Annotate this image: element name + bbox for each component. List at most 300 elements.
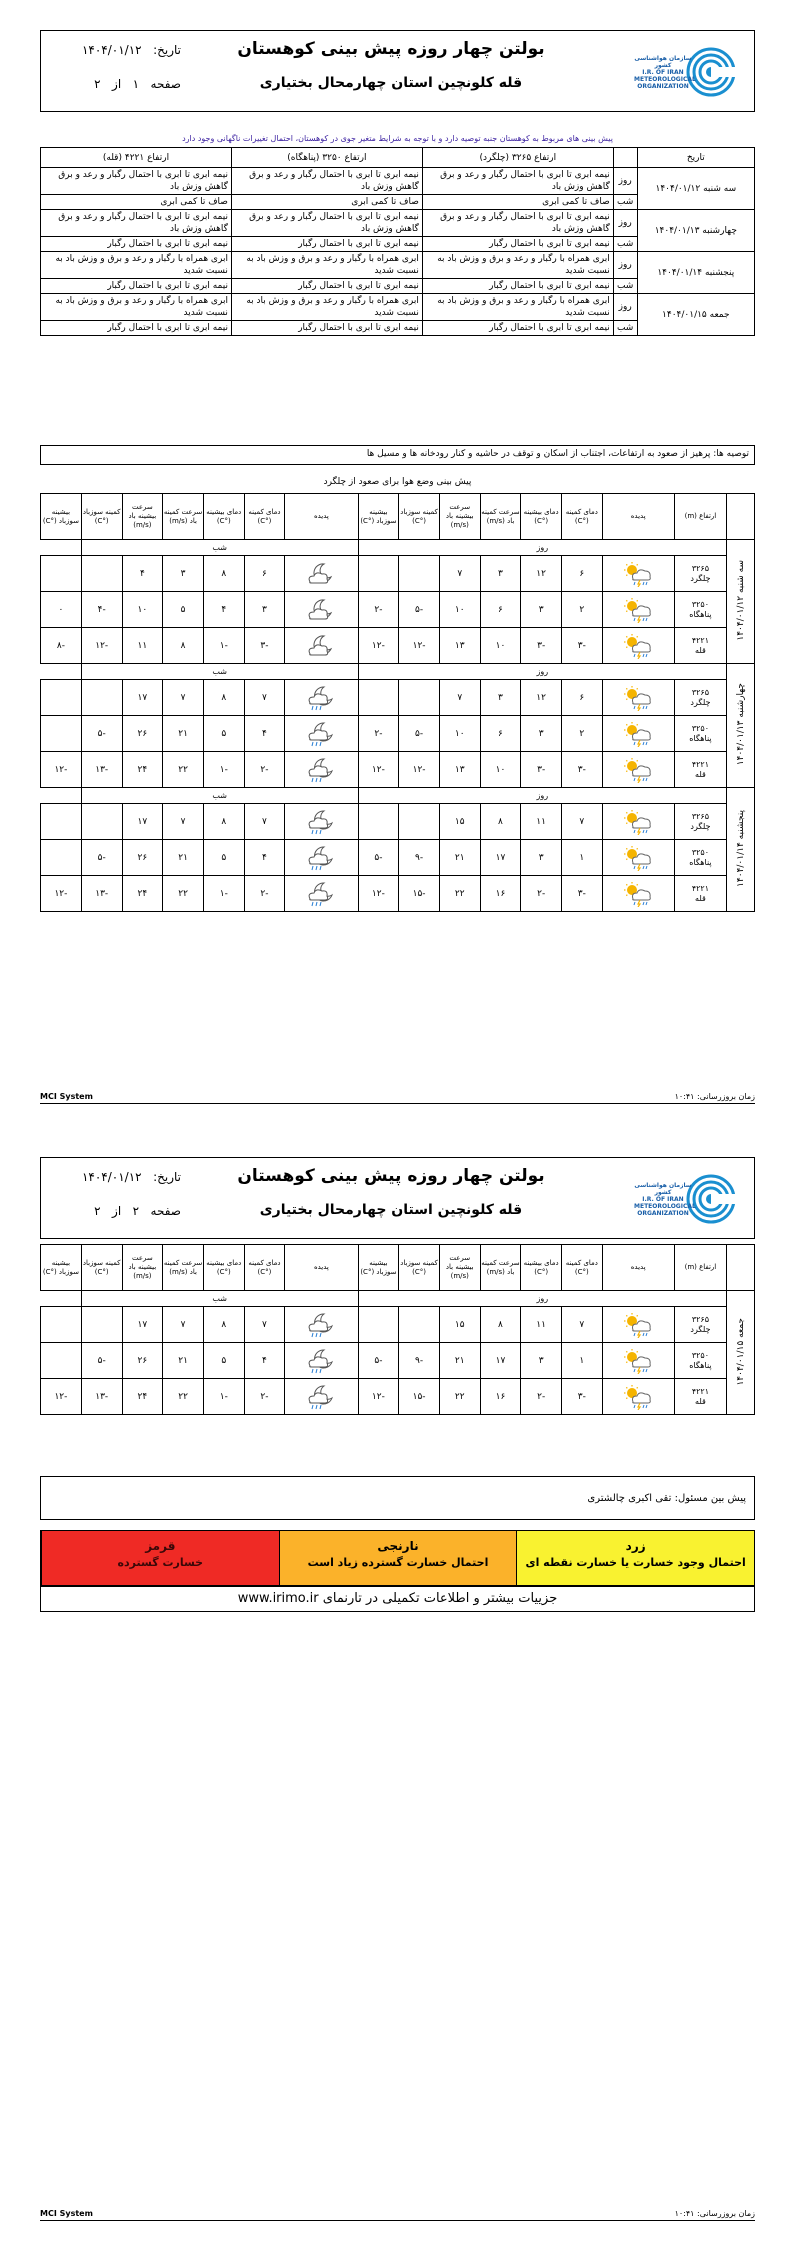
grid-header: پدیده (602, 494, 674, 540)
grid-value: ۳ (521, 716, 562, 752)
grid-value: ۷ (244, 680, 285, 716)
summary-row-day (41, 294, 755, 321)
grid-value: -۱ (203, 752, 244, 788)
grid-header: سرعت بیشینه باد (m/s) (122, 1245, 163, 1291)
grid-value: ۲۱ (163, 716, 204, 752)
grid-value: -۴ (81, 592, 122, 628)
grid-value: ۱۰ (439, 716, 480, 752)
grid-value: ۷ (163, 804, 204, 840)
summary-cell: نیمه ابری تا ابری با احتمال رگبار (422, 321, 613, 336)
grid-value: -۱۲ (399, 628, 440, 664)
grid-value: -۸ (41, 628, 82, 664)
night-label: شب (613, 195, 637, 210)
organization-logo: سازمان هواشناسی کشور I.R. OF IRAN METEOROLOGICAL ORGANIZATION (634, 1164, 746, 1232)
grid-day-label: جمعه ۱۴۰۴/۰۱/۱۵ (727, 1291, 755, 1415)
grid-value: -۲ (358, 592, 399, 628)
grid-value: ۱۱ (521, 1307, 562, 1343)
grid-value: -۱۲ (399, 752, 440, 788)
grid-header: دمای بیشینه (°C) (521, 494, 562, 540)
sun-cloud-rain-icon (621, 1384, 655, 1410)
grid-value: ۱۶ (480, 1379, 521, 1415)
grid-value: -۱۲ (358, 1379, 399, 1415)
grid-value (41, 1343, 82, 1379)
grid-value: -۵ (358, 840, 399, 876)
summary-cell: نیمه ابری تا ابری با احتمال رگبار و رعد و برق گاهش وزش باد (231, 210, 422, 237)
grid-value: ۲ (561, 716, 602, 752)
summary-date: سه شنبه ۱۴۰۴/۰۱/۱۲ (637, 168, 754, 210)
grid-header: سرعت بیشینه باد (m/s) (122, 494, 163, 540)
grid-value: ۷ (244, 1307, 285, 1343)
date-line: تاریخ: ۱۴۰۴/۰۱/۱۲ (81, 1170, 181, 1184)
summary-cell: ابری همراه با رگبار و رعد و برق و وزش باد به نسبت شدید (41, 294, 232, 321)
sun-cloud-rain-icon (621, 757, 655, 783)
day-phenomenon (602, 752, 674, 788)
grid-header: سرعت کمینه باد (m/s) (163, 494, 204, 540)
page-title: بولتن چهار روزه پیش بینی کوهستان (237, 39, 545, 59)
grid-value (399, 680, 440, 716)
page-number: صفحه ۱ از ۲ (94, 77, 181, 91)
grid-value: -۳ (561, 628, 602, 664)
grid-value: ۱۷ (480, 1343, 521, 1379)
grid-value: -۱۳ (81, 1379, 122, 1415)
altitude-cell: ۳۲۶۵ چلگرد (674, 1307, 726, 1343)
grid-value: -۳ (521, 628, 562, 664)
grid-value: ۴ (203, 592, 244, 628)
grid-value: ۱۳ (439, 628, 480, 664)
grid-value: -۱۵ (399, 876, 440, 912)
grid-value (399, 556, 440, 592)
moon-cloud-icon (304, 597, 338, 623)
grid-value: ۸ (163, 628, 204, 664)
grid-value: ۵ (203, 840, 244, 876)
grid-value (41, 716, 82, 752)
grid-value: -۲ (244, 752, 285, 788)
grid-value: -۵ (81, 1343, 122, 1379)
grid-value: -۲ (521, 1379, 562, 1415)
grid-value: -۲ (244, 1379, 285, 1415)
night-section: شب (81, 788, 358, 804)
grid-value: ۲۲ (439, 876, 480, 912)
grid-header: سرعت کمینه باد (m/s) (480, 1245, 521, 1291)
night-section: شب (81, 664, 358, 680)
summary-cell: ابری همراه با رگبار و رعد و برق و وزش باد به نسبت شدید (422, 252, 613, 279)
summary-cell: نیمه ابری تا ابری با احتمال رگبار (422, 279, 613, 294)
grid-value: -۱۲ (358, 752, 399, 788)
grid-value: ۱۱ (122, 628, 163, 664)
grid-header: سرعت کمینه باد (m/s) (163, 1245, 204, 1291)
grid-value (358, 1307, 399, 1343)
grid-header: سرعت بیشینه باد (m/s) (439, 494, 480, 540)
grid-header: بیشینه سوزباد (°C) (41, 1245, 82, 1291)
grid-value: ۲۴ (122, 876, 163, 912)
grid-value: ۱۰ (480, 752, 521, 788)
grid-value: ۲۱ (163, 1343, 204, 1379)
grid-value (41, 1307, 82, 1343)
page-title: بولتن چهار روزه پیش بینی کوهستان (237, 1166, 545, 1186)
sun-cloud-rain-icon (621, 685, 655, 711)
grid-value: ۱ (561, 840, 602, 876)
night-phenomenon (285, 752, 358, 788)
grid-value: ۳ (480, 680, 521, 716)
day-phenomenon (602, 876, 674, 912)
night-phenomenon (285, 680, 358, 716)
warning-orange: نارنجی احتمال خسارت گسترده زیاد است (279, 1531, 517, 1585)
grid-value: -۱۲ (81, 628, 122, 664)
sun-cloud-rain-icon (621, 1348, 655, 1374)
night-label: شب (613, 279, 637, 294)
organization-logo: سازمان هواشناسی کشور I.R. OF IRAN METEOROLOGICAL ORGANIZATION (634, 37, 746, 105)
grid-value: ۸ (203, 804, 244, 840)
day-phenomenon (602, 804, 674, 840)
grid-value: -۹ (399, 1343, 440, 1379)
altitude-cell: ۴۲۲۱ قله (674, 752, 726, 788)
grid-value: ۴ (244, 840, 285, 876)
grid-value: -۳ (244, 628, 285, 664)
grid-value (41, 804, 82, 840)
grid-value: ۲۱ (163, 840, 204, 876)
summary-cell: ابری همراه با رگبار و رعد و برق و وزش باد به نسبت شدید (231, 252, 422, 279)
grid-value: -۳ (561, 1379, 602, 1415)
grid-value: ۳ (163, 556, 204, 592)
grid-value: ۱ (561, 1343, 602, 1379)
grid-value: ۵ (203, 716, 244, 752)
forecast-grid-page2 (40, 1244, 755, 1415)
grid-value: ۲۴ (122, 752, 163, 788)
moon-cloud-rain-icon (304, 1384, 338, 1410)
grid-value: ۳ (480, 556, 521, 592)
grid-value: ۷ (163, 680, 204, 716)
grid-value: -۲ (358, 716, 399, 752)
grid-value: ۲۲ (439, 1379, 480, 1415)
grid-value: -۵ (399, 592, 440, 628)
summary-cell: ابری همراه با رگبار و رعد و برق و وزش باد به نسبت شدید (41, 252, 232, 279)
night-label: شب (613, 237, 637, 252)
grid-value: ۳ (521, 592, 562, 628)
sun-cloud-rain-icon (621, 721, 655, 747)
page1-footer (40, 1092, 755, 1104)
altitude-cell: ۴۲۲۱ قله (674, 628, 726, 664)
grid-value: ۱۶ (480, 876, 521, 912)
grid-header: بیشینه سوزباد (°C) (358, 1245, 399, 1291)
page-subtitle: قله کلونچین استان چهارمحال بختیاری (259, 75, 523, 91)
moon-cloud-rain-icon (304, 685, 338, 711)
day-phenomenon (602, 592, 674, 628)
grid-value: -۵ (81, 716, 122, 752)
grid-value: ۱۷ (122, 680, 163, 716)
grid-value: -۱۳ (81, 752, 122, 788)
grid-header: پدیده (602, 1245, 674, 1291)
night-phenomenon (285, 1307, 358, 1343)
grid-value: ۲۲ (163, 1379, 204, 1415)
grid-value: ۶ (480, 592, 521, 628)
day-phenomenon (602, 628, 674, 664)
grid-value: ۱۷ (480, 840, 521, 876)
warning-yellow: زرد احتمال وجود خسارت یا خسارت نقطه ای (516, 1531, 754, 1585)
summary-cell: نیمه ابری تا ابری با احتمال رگبار (41, 237, 232, 252)
night-section: شب (81, 1291, 358, 1307)
grid-title: پیش بینی وضع هوا برای صعود از چلگرد (323, 477, 472, 487)
grid-header: کمینه سوزباد (°C) (81, 494, 122, 540)
summary-date: جمعه ۱۴۰۴/۰۱/۱۵ (637, 294, 754, 336)
grid-value: -۳ (521, 752, 562, 788)
grid-value (41, 556, 82, 592)
altitude-cell: ۴۲۲۱ قله (674, 1379, 726, 1415)
grid-header: دمای کمینه (°C) (561, 494, 602, 540)
grid-value: ۵ (163, 592, 204, 628)
sun-cloud-rain-icon (621, 809, 655, 835)
grid-header: دمای کمینه (°C) (244, 1245, 285, 1291)
altitude-cell: ۳۲۶۵ چلگرد (674, 680, 726, 716)
grid-value: ۱۲ (521, 556, 562, 592)
grid-value (81, 680, 122, 716)
grid-header: دمای بیشینه (°C) (203, 494, 244, 540)
grid-value: -۱۲ (358, 876, 399, 912)
night-phenomenon (285, 1343, 358, 1379)
grid-value: ۸ (480, 1307, 521, 1343)
sun-cloud-rain-icon (621, 845, 655, 871)
moon-cloud-rain-icon (304, 1348, 338, 1374)
night-section: شب (81, 540, 358, 556)
grid-value: ۷ (163, 1307, 204, 1343)
grid-value: ۸ (203, 556, 244, 592)
grid-value: ۲۱ (439, 840, 480, 876)
grid-value: ۲ (561, 592, 602, 628)
altitude-cell: ۴۲۲۱ قله (674, 876, 726, 912)
grid-value: ۲۶ (122, 1343, 163, 1379)
grid-value: -۱۲ (358, 628, 399, 664)
grid-value: -۱۵ (399, 1379, 440, 1415)
grid-value: ۱۲ (521, 680, 562, 716)
grid-header: سرعت کمینه باد (m/s) (480, 494, 521, 540)
grid-value: ۷ (244, 804, 285, 840)
altitude-cell: ۳۲۵۰ پناهگاه (674, 840, 726, 876)
logo-spiral-icon (686, 47, 736, 97)
summary-cell: صاف تا کمی ابری (231, 195, 422, 210)
grid-value: ۲۶ (122, 840, 163, 876)
grid-header: سرعت بیشینه باد (m/s) (439, 1245, 480, 1291)
night-phenomenon (285, 716, 358, 752)
summary-cell: نیمه ابری تا ابری با احتمال رگبار (41, 279, 232, 294)
grid-header: ارتفاع (m) (674, 1245, 726, 1291)
day-phenomenon (602, 556, 674, 592)
summary-col-alt1: ارتفاع ۳۲۶۵ (چلگرد) (422, 148, 613, 168)
grid-value (41, 840, 82, 876)
grid-value (358, 804, 399, 840)
summary-cell: نیمه ابری تا ابری با احتمال رگبار (231, 321, 422, 336)
moon-cloud-icon (304, 633, 338, 659)
day-section: روز (358, 540, 727, 556)
sun-cloud-rain-icon (621, 1312, 655, 1338)
grid-value: ۷ (561, 1307, 602, 1343)
update-time: زمان بروزرسانی: ۱۰:۴۱ (674, 2209, 755, 2218)
moon-cloud-rain-icon (304, 809, 338, 835)
grid-value: -۱ (203, 1379, 244, 1415)
grid-header: کمینه سوزباد (°C) (399, 1245, 440, 1291)
summary-cell: نیمه ابری تا ابری با احتمال رگبار و رعد و برق گاهش وزش باد (422, 210, 613, 237)
altitude-cell: ۳۲۶۵ چلگرد (674, 556, 726, 592)
grid-value: ۲۶ (122, 716, 163, 752)
summary-cell: نیمه ابری تا ابری با احتمال رگبار و رعد و برق گاهش وزش باد (41, 210, 232, 237)
summary-date: پنجشنبه ۱۴۰۴/۰۱/۱۴ (637, 252, 754, 294)
day-label: روز (613, 294, 637, 321)
grid-value (81, 556, 122, 592)
website-link[interactable]: جزییات بیشتر و اطلاعات تکمیلی در تارنمای www.irimo.ir (40, 1586, 755, 1612)
grid-value: ۴ (244, 716, 285, 752)
recommendation: توصیه ها: پرهیز از صعود به ارتفاعات، اجتناب از اسکان و توقف در حاشیه و کنار رودخانه ها و مسیل ها (40, 445, 755, 465)
summary-row-day (41, 168, 755, 195)
grid-value: ۸ (203, 680, 244, 716)
system-name: MCI System (40, 2209, 93, 2218)
altitude-cell: ۳۲۵۰ پناهگاه (674, 592, 726, 628)
day-label: روز (613, 210, 637, 237)
grid-value: ۷ (439, 680, 480, 716)
forecast-grid-page1 (40, 493, 755, 912)
grid-header: بیشینه سوزباد (°C) (41, 494, 82, 540)
grid-value: ۶ (244, 556, 285, 592)
page-subtitle: قله کلونچین استان چهارمحال بختیاری (259, 1202, 523, 1218)
grid-value: ۱۷ (122, 804, 163, 840)
grid-value: ۳ (521, 840, 562, 876)
summary-row-day (41, 252, 755, 279)
grid-value: ۱۵ (439, 1307, 480, 1343)
grid-value: ۶ (561, 556, 602, 592)
summary-cell: نیمه ابری تا ابری با احتمال رگبار و رعد و برق گاهش وزش باد (41, 168, 232, 195)
grid-value: ۲۴ (122, 1379, 163, 1415)
day-phenomenon (602, 716, 674, 752)
grid-value: -۳ (561, 876, 602, 912)
grid-value (81, 804, 122, 840)
moon-cloud-rain-icon (304, 721, 338, 747)
night-phenomenon (285, 628, 358, 664)
grid-value: ۶ (480, 716, 521, 752)
grid-value: -۳ (561, 752, 602, 788)
grid-value: ۳ (521, 1343, 562, 1379)
forecaster: پیش بین مسئول: تقی اکبری چالشتری (40, 1476, 755, 1520)
grid-header: کمینه سوزباد (°C) (81, 1245, 122, 1291)
moon-cloud-rain-icon (304, 881, 338, 907)
summary-cell: نیمه ابری تا ابری با احتمال رگبار و رعد و برق گاهش وزش باد (422, 168, 613, 195)
grid-value: ۲۲ (163, 752, 204, 788)
warning-levels (40, 1530, 755, 1586)
day-label: روز (613, 252, 637, 279)
summary-cell: نیمه ابری تا ابری با احتمال رگبار (231, 279, 422, 294)
day-phenomenon (602, 1379, 674, 1415)
update-time: زمان بروزرسانی: ۱۰:۴۱ (674, 1092, 755, 1101)
grid-header: دمای کمینه (°C) (561, 1245, 602, 1291)
grid-header: پدیده (285, 1245, 358, 1291)
grid-value: ۱۳ (439, 752, 480, 788)
day-section: روز (358, 1291, 727, 1307)
grid-value: -۱۲ (41, 1379, 82, 1415)
grid-day-label: سه شنبه ۱۴۰۴/۰۱/۱۲ (727, 540, 755, 664)
summary-date: چهارشنبه ۱۴۰۴/۰۱/۱۳ (637, 210, 754, 252)
night-phenomenon (285, 840, 358, 876)
summary-cell: نیمه ابری تا ابری با احتمال رگبار (231, 237, 422, 252)
moon-cloud-icon (304, 561, 338, 587)
day-phenomenon (602, 680, 674, 716)
grid-header: ارتفاع (m) (674, 494, 726, 540)
grid-header: کمینه سوزباد (°C) (399, 494, 440, 540)
summary-cell: صاف تا کمی ابری (422, 195, 613, 210)
sun-cloud-rain-icon (621, 597, 655, 623)
sun-cloud-rain-icon (621, 633, 655, 659)
date-line: تاریخ: ۱۴۰۴/۰۱/۱۲ (81, 43, 181, 57)
night-phenomenon (285, 592, 358, 628)
grid-value: ۱۵ (439, 804, 480, 840)
summary-cell: نیمه ابری تا ابری با احتمال رگبار و رعد و برق گاهش وزش باد (231, 168, 422, 195)
warning-red: قرمز خسارت گسترده (41, 1531, 279, 1585)
night-phenomenon (285, 804, 358, 840)
grid-value: ۱۰ (439, 592, 480, 628)
altitude-cell: ۳۲۶۵ چلگرد (674, 804, 726, 840)
night-phenomenon (285, 1379, 358, 1415)
day-phenomenon (602, 840, 674, 876)
grid-value: -۵ (81, 840, 122, 876)
moon-cloud-rain-icon (304, 757, 338, 783)
page1-header (40, 30, 755, 112)
system-name: MCI System (40, 1092, 93, 1101)
grid-value (399, 804, 440, 840)
grid-value: ۷ (561, 804, 602, 840)
grid-value: ۴ (244, 1343, 285, 1379)
grid-header: دمای بیشینه (°C) (521, 1245, 562, 1291)
grid-value: -۱۲ (41, 752, 82, 788)
grid-header: بیشینه سوزباد (°C) (358, 494, 399, 540)
grid-header: دمای بیشینه (°C) (203, 1245, 244, 1291)
page2-footer (40, 2209, 755, 2221)
page2-header (40, 1157, 755, 1239)
summary-cell: نیمه ابری تا ابری با احتمال رگبار (41, 321, 232, 336)
grid-value: -۹ (399, 840, 440, 876)
grid-value: ۱۷ (122, 1307, 163, 1343)
grid-value: ۵ (203, 1343, 244, 1379)
grid-value (399, 1307, 440, 1343)
grid-value: -۲ (244, 876, 285, 912)
grid-value: -۱ (203, 876, 244, 912)
summary-col-alt2: ارتفاع ۳۲۵۰ (پناهگاه) (231, 148, 422, 168)
day-phenomenon (602, 1343, 674, 1379)
grid-value: -۵ (358, 1343, 399, 1379)
grid-header: پدیده (285, 494, 358, 540)
grid-value: ۸ (203, 1307, 244, 1343)
summary-cell: نیمه ابری تا ابری با احتمال رگبار (422, 237, 613, 252)
day-section: روز (358, 788, 727, 804)
summary-table (40, 147, 755, 336)
summary-cell: ابری همراه با رگبار و رعد و برق و وزش باد به نسبت شدید (422, 294, 613, 321)
grid-value: ۶ (561, 680, 602, 716)
grid-value: -۱۲ (41, 876, 82, 912)
grid-value: ۰ (41, 592, 82, 628)
grid-value: ۷ (439, 556, 480, 592)
sun-cloud-rain-icon (621, 561, 655, 587)
moon-cloud-rain-icon (304, 1312, 338, 1338)
logo-spiral-icon (686, 1174, 736, 1224)
notice-text: پیش بینی های مربوط به کوهستان جنبه توصیه دارد و با توجه به شرایط متغیر جوی در کوهستان، احتمال تغییرات ناگهانی وجود دارد (182, 134, 613, 143)
grid-value: ۱۰ (122, 592, 163, 628)
grid-value: -۲ (521, 876, 562, 912)
grid-value: ۴ (122, 556, 163, 592)
grid-value (81, 1307, 122, 1343)
night-label: شب (613, 321, 637, 336)
summary-cell: صاف تا کمی ابری (41, 195, 232, 210)
grid-value: ۱۱ (521, 804, 562, 840)
altitude-cell: ۳۲۵۰ پناهگاه (674, 716, 726, 752)
grid-value: -۱ (203, 628, 244, 664)
moon-cloud-rain-icon (304, 845, 338, 871)
grid-value (358, 680, 399, 716)
grid-header: دمای کمینه (°C) (244, 494, 285, 540)
grid-value: ۲۲ (163, 876, 204, 912)
